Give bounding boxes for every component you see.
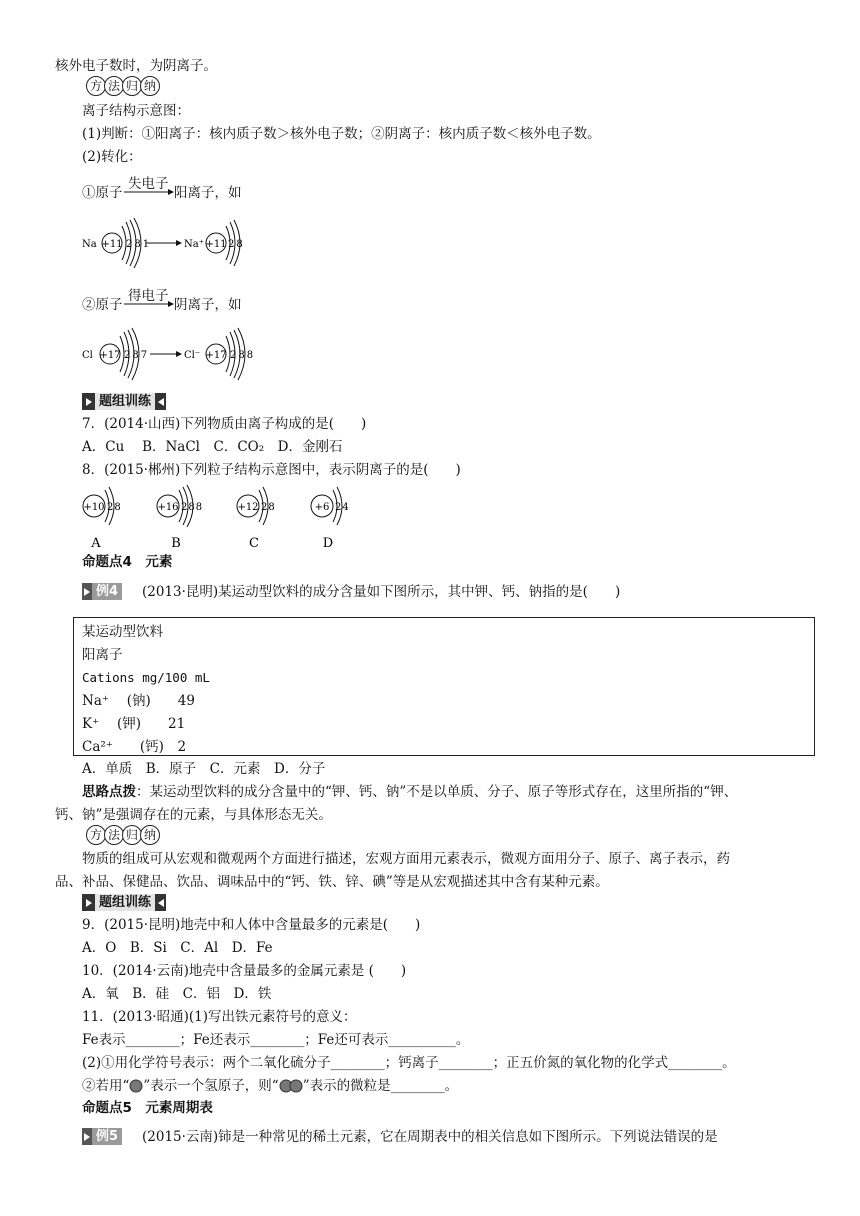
question-9-options: A．O B．Si C．Al D．Fe bbox=[82, 940, 273, 956]
arrow-label: 失电子 bbox=[128, 176, 169, 192]
hint-line-2: 钙、钠”是强调存在的元素，与具体形态无关。 bbox=[55, 807, 332, 823]
example-label: 例4 bbox=[92, 583, 122, 600]
box-title: 某运动型饮料 bbox=[82, 624, 163, 640]
hint-text: ：某运动型饮料的成分含量中的“钾、钙、钠”不是以单质、分子、原子等形式存在，这里所指的“钾、 bbox=[136, 784, 738, 800]
svg-text:D: D bbox=[322, 536, 334, 551]
q8-diagrams bbox=[80, 484, 380, 554]
example-5-text: (2015·云南)铈是一种常见的稀土元素，它在周期表中的相关信息如下图所示。下列说法错误的是 bbox=[142, 1129, 718, 1145]
box-header: Cations mg/100 mL bbox=[82, 670, 210, 685]
arrow-label: 得电子 bbox=[128, 288, 169, 304]
svg-text:28: 28 bbox=[107, 502, 122, 513]
diagram-d bbox=[311, 487, 350, 551]
diagram-a bbox=[83, 487, 122, 551]
question-9: 9．(2015·昆明)地壳中和人体中含量最多的元素是( ) bbox=[82, 917, 421, 933]
example-4-text: (2013·昆明)某运动型饮料的成分含量如下图所示，其中钾、钙、钠指的是( ) bbox=[142, 584, 621, 600]
na-ion-label: Na⁺ bbox=[184, 239, 204, 250]
box-row: Na⁺ (钠) 49 bbox=[82, 693, 195, 709]
badge-char: 法 bbox=[104, 76, 124, 96]
badge-char: 纳 bbox=[140, 825, 160, 845]
badge-char: 纳 bbox=[140, 76, 160, 96]
svg-text:24: 24 bbox=[335, 502, 350, 513]
text-line: (1)判断：①阳离子：核内质子数＞核外电子数；②阴离子：核内质子数＜核外电子数。 bbox=[82, 126, 601, 142]
question-7-options: A．Cu B．NaCl C．CO₂ D．金刚石 bbox=[82, 439, 343, 455]
training-badge bbox=[82, 894, 166, 911]
svg-text:+10: +10 bbox=[83, 502, 105, 513]
svg-text:+16: +16 bbox=[157, 502, 179, 513]
question-7: 7．(2014·山西)下列物质由离子构成的是( ) bbox=[82, 416, 367, 432]
section-heading: 命题点4 元素 bbox=[82, 554, 173, 570]
arrow-icon bbox=[124, 300, 174, 308]
text-line: ①原子 bbox=[82, 185, 123, 201]
svg-text:+11: +11 bbox=[205, 239, 227, 250]
method-summary-badge bbox=[86, 825, 158, 845]
badge-char: 法 bbox=[104, 825, 124, 845]
question-11-part2: (2)①用化学符号表示：两个二氧化硫分子________；钙离子________；正五价氮的氧化物的化学式________。 bbox=[82, 1055, 736, 1071]
example-badge bbox=[82, 583, 122, 600]
text-line: 阴离子，如 bbox=[174, 297, 242, 313]
training-label: 题组训练 bbox=[95, 894, 155, 911]
section-heading: 命题点5 元素周期表 bbox=[82, 1100, 213, 1116]
question-11-part3 bbox=[82, 1077, 458, 1095]
svg-text:C: C bbox=[249, 536, 259, 551]
text-line: (2)转化： bbox=[82, 149, 142, 165]
cl-ion-diagram bbox=[80, 326, 260, 384]
text-line: 阳离子，如 bbox=[174, 185, 242, 201]
svg-text:+12: +12 bbox=[237, 502, 259, 513]
diagram-c bbox=[237, 487, 276, 551]
q11-text: ”表示一个氢原子，则“ bbox=[143, 1078, 279, 1094]
nucleus: +17 bbox=[99, 350, 121, 361]
hint-label: 思路点拨 bbox=[82, 784, 136, 800]
text-line: 离子结构示意图： bbox=[82, 103, 190, 119]
question-11-part1: Fe表示________；Fe还表示________；Fe还可表示__________。 bbox=[82, 1032, 470, 1048]
hydrogen-atom-icon bbox=[129, 1079, 143, 1093]
example-4-options: A．单质 B．原子 C．元素 D．分子 bbox=[82, 761, 326, 777]
hydrogen-molecule-icon bbox=[279, 1079, 303, 1093]
shells: 288 bbox=[230, 350, 256, 361]
badge-char: 方 bbox=[86, 825, 106, 845]
shells: 287 bbox=[124, 350, 150, 361]
training-label: 题组训练 bbox=[95, 393, 155, 410]
svg-text:288: 288 bbox=[181, 502, 204, 513]
text-line: 核外电子数时，为阴离子。 bbox=[55, 58, 217, 74]
text-line: 物质的组成可从宏观和微观两个方面进行描述，宏观方面用元素表示，微观方面用分子、原子、离子表示，药 bbox=[82, 851, 730, 867]
text-line: ②原子 bbox=[82, 297, 123, 313]
q11-text: ②若用“ bbox=[82, 1078, 130, 1094]
training-badge bbox=[82, 393, 166, 410]
svg-text:B: B bbox=[171, 536, 181, 551]
example-badge bbox=[82, 1128, 122, 1145]
cl-ion-label: Cl⁻ bbox=[184, 350, 201, 361]
arrow-icon bbox=[124, 188, 174, 196]
badge-char: 归 bbox=[122, 76, 142, 96]
cl-label: Cl bbox=[82, 350, 93, 361]
box-sub: 阳离子 bbox=[82, 647, 123, 663]
question-10-options: A．氧 B．硅 C．铝 D．铁 bbox=[82, 986, 272, 1002]
svg-text:28: 28 bbox=[261, 502, 276, 513]
hint-line-1 bbox=[82, 783, 737, 801]
shells: 281 bbox=[126, 239, 152, 250]
diagram-b bbox=[157, 485, 203, 551]
question-10: 10．(2014·云南)地壳中含量最多的金属元素是 ( ) bbox=[82, 963, 407, 979]
na-label: Na bbox=[82, 239, 97, 250]
shells: 28 bbox=[228, 239, 245, 250]
text-line: 品、补品、保健品、饮品、调味品中的“钙、铁、锌、碘”等是从宏观描述其中含有某种元素。 bbox=[55, 874, 609, 890]
svg-text:+6: +6 bbox=[314, 502, 330, 513]
na-ion-diagram bbox=[80, 216, 250, 272]
question-8: 8．(2015·郴州)下列粒子结构示意图中，表示阴离子的是( ) bbox=[82, 462, 461, 478]
nucleus: +11 bbox=[101, 239, 123, 250]
box-row: Ca²⁺ (钙) 2 bbox=[82, 739, 187, 755]
question-11: 11．(2013·昭通)(1)写出铁元素符号的意义： bbox=[82, 1009, 357, 1025]
badge-char: 方 bbox=[86, 76, 106, 96]
svg-text:A: A bbox=[91, 536, 101, 551]
box-row: K⁺ (钾) 21 bbox=[82, 716, 186, 732]
svg-text:+17: +17 bbox=[205, 350, 227, 361]
q11-text: ”表示的微粒是________。 bbox=[302, 1078, 459, 1094]
example-label: 例5 bbox=[92, 1128, 122, 1145]
method-summary-badge bbox=[86, 76, 158, 96]
badge-char: 归 bbox=[122, 825, 142, 845]
